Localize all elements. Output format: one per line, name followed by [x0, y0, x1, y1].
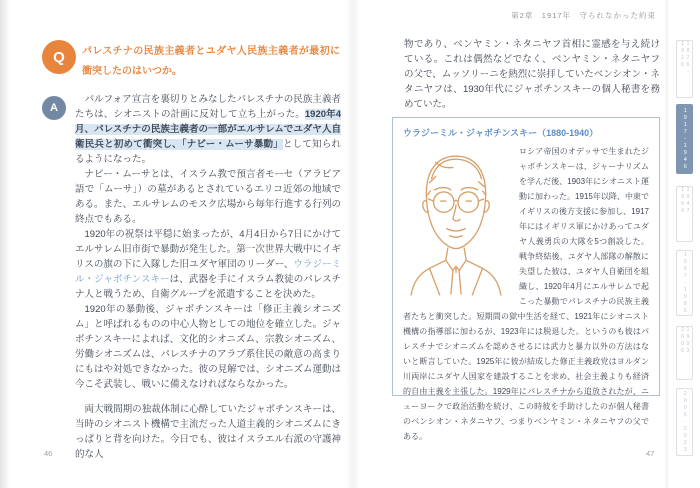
- jabotinsky-portrait-icon: [405, 148, 507, 296]
- page-number-left: 46: [44, 449, 53, 458]
- answer-paragraph: [75, 227, 341, 302]
- answer-badge: [42, 96, 66, 120]
- answer-text: 1920年の祝祭は平穏に始まったが、4月4日から7日にかけてエルサレム旧市街で暴動が発生した。第一次世界大戦中にイギリスの旗の下に入隊した旧ユダヤ軍団のリーダー、: [75, 229, 341, 270]
- era-tab-label: 1917-1946: [682, 107, 689, 171]
- question-badge: [42, 40, 76, 74]
- highlighted-key-sentence: 1920年4月、パレスチナの民族主義者の一部がエルサレムでユダヤ人自衛民兵と初めて衝突し、「ナビー・ムーサ暴動」: [75, 109, 341, 150]
- era-tab-1947-1964[interactable]: [676, 186, 693, 242]
- answer-text: は、武器を手にイスラム教徒のパレスチナ人と戦うため、自衛グループを派遣することを決めた。: [75, 274, 341, 300]
- era-tab-label: 1967-1985: [682, 251, 689, 315]
- biography-title: ウラジーミル・ジャボチンスキー（1880-1940）: [403, 128, 599, 138]
- question-badge-label: Q: [53, 48, 65, 66]
- era-tab-2006-2023[interactable]: [676, 388, 693, 456]
- biography-box: [392, 117, 660, 441]
- answer-paragraph: [75, 92, 341, 167]
- page-edge-left: [0, 0, 10, 488]
- body-paragraph-continued: 物であり、ベンヤミン・ネタニヤフ首相に霊感を与え続けている。これは偶然などでなく、ベンヤミン・ネタニヤフの父で、ムッソリーニを熱烈に崇拝していたベンシオン・ネタニヤフは、1930年代にジャボチンスキーの個人秘書を務めていた。: [404, 39, 660, 110]
- question-text: パレスチナの民族主義者とユダヤ人民族主義者が最初に衝突したのはいつか。: [82, 46, 340, 77]
- running-header: 第2章 1917年 守られなかった約束: [511, 11, 656, 20]
- era-tab-label: 1947-1964: [679, 187, 691, 222]
- era-tab-1876-1916[interactable]: [676, 40, 693, 98]
- era-tab-1967-1985[interactable]: [676, 250, 693, 316]
- era-tab-label: 1876-1916: [679, 41, 691, 76]
- biography-body: [403, 144, 649, 444]
- answer-text: バルフォア宣言を裏切りとみなしたパレスチナの民族主義者たちは、シオニストの計画に反対して立ち上がった。: [75, 94, 341, 120]
- answer-paragraph: 両大戦間期の独裁体制に心酔していたジャボチンスキーは、当時のシオニスト機構で主流だった人道主義的シオニズムにきっぱりと背を向けた。今日でも、彼はイスラエル右派の守護神的な人: [75, 404, 341, 460]
- answer-paragraph: 1920年の暴動後、ジャボチンスキーは「修正主義シオニズム」と呼ばれるものの中心人物としての地位を確立した。ジャボチンスキーによれば、文化的シオニズム、宗教シオニズム、労働シオニズムは、パレスチナのアラブ系住民の敵意の高まりにもはや対処できなかった。彼の見解では、シオニズム運動は今こそ武装し、戦いに備えなければならなかった。: [75, 304, 341, 390]
- page-edge-right: [664, 0, 668, 488]
- answer-text: として知られるようになった。: [75, 139, 341, 165]
- person-name-link: ウラジーミル・ジャボチンスキー: [75, 259, 341, 285]
- answer-badge-label: A: [50, 102, 58, 114]
- page-gutter: [346, 0, 360, 488]
- biography-text: ロシア帝国のオデッサで生まれたジャボチンスキーは、ジャーナリズムを学んだ後、1903年にシオニスト運動に加わった。1915年以降、中東でイギリスの後方支援に参加し、1917年にはイギリス軍にかけあってユダヤ人義勇兵の大隊を5つ創設した。戦争終結後、ユダヤ人部隊の解散に失望した彼は、ユダヤ人自衛団を組織し、1920年4月にエルサレムで起こった暴動でパレスチナの民族主義者たちと衝突した。短期間の獄中生活を経て、1921年にシオニスト機構の指導部に加わるが、1923年には脱退した。というのも彼はパレスチナでシオニズムを認めさせるには武力と暴力以外の方法はないと断言していた。1925年に彼が結成した修正主義政党はヨルダン川両岸にユダヤ人国家を建設することを求め、社会主義よりも経済的自由主義を主張した。1929年にパレスチナから追放されたが、ニューヨークで政治活動を続け、この時彼を手助けしたのが個人秘書のベンシオン・ネタニヤフ、つまりベンヤミン・ネタニヤフの父である。: [403, 147, 649, 441]
- answer-paragraph: ナビー・ムーサとは、イスラム教で預言者モーセ（アラビア語で「ムーサ」）の墓があるとされているエリコ近郊の地域である。また、エルサレムのモスク広場から毎年行進する行列の終点でもある。: [75, 169, 341, 225]
- page-number-right: 47: [646, 449, 655, 458]
- era-tab-label: 1993-2006: [679, 327, 691, 362]
- answer-body: [75, 92, 341, 462]
- era-tab-label: 2006-2023: [682, 390, 689, 454]
- era-tab-1993-2006[interactable]: [676, 326, 693, 380]
- era-tab-1917-1946-active[interactable]: [676, 104, 693, 174]
